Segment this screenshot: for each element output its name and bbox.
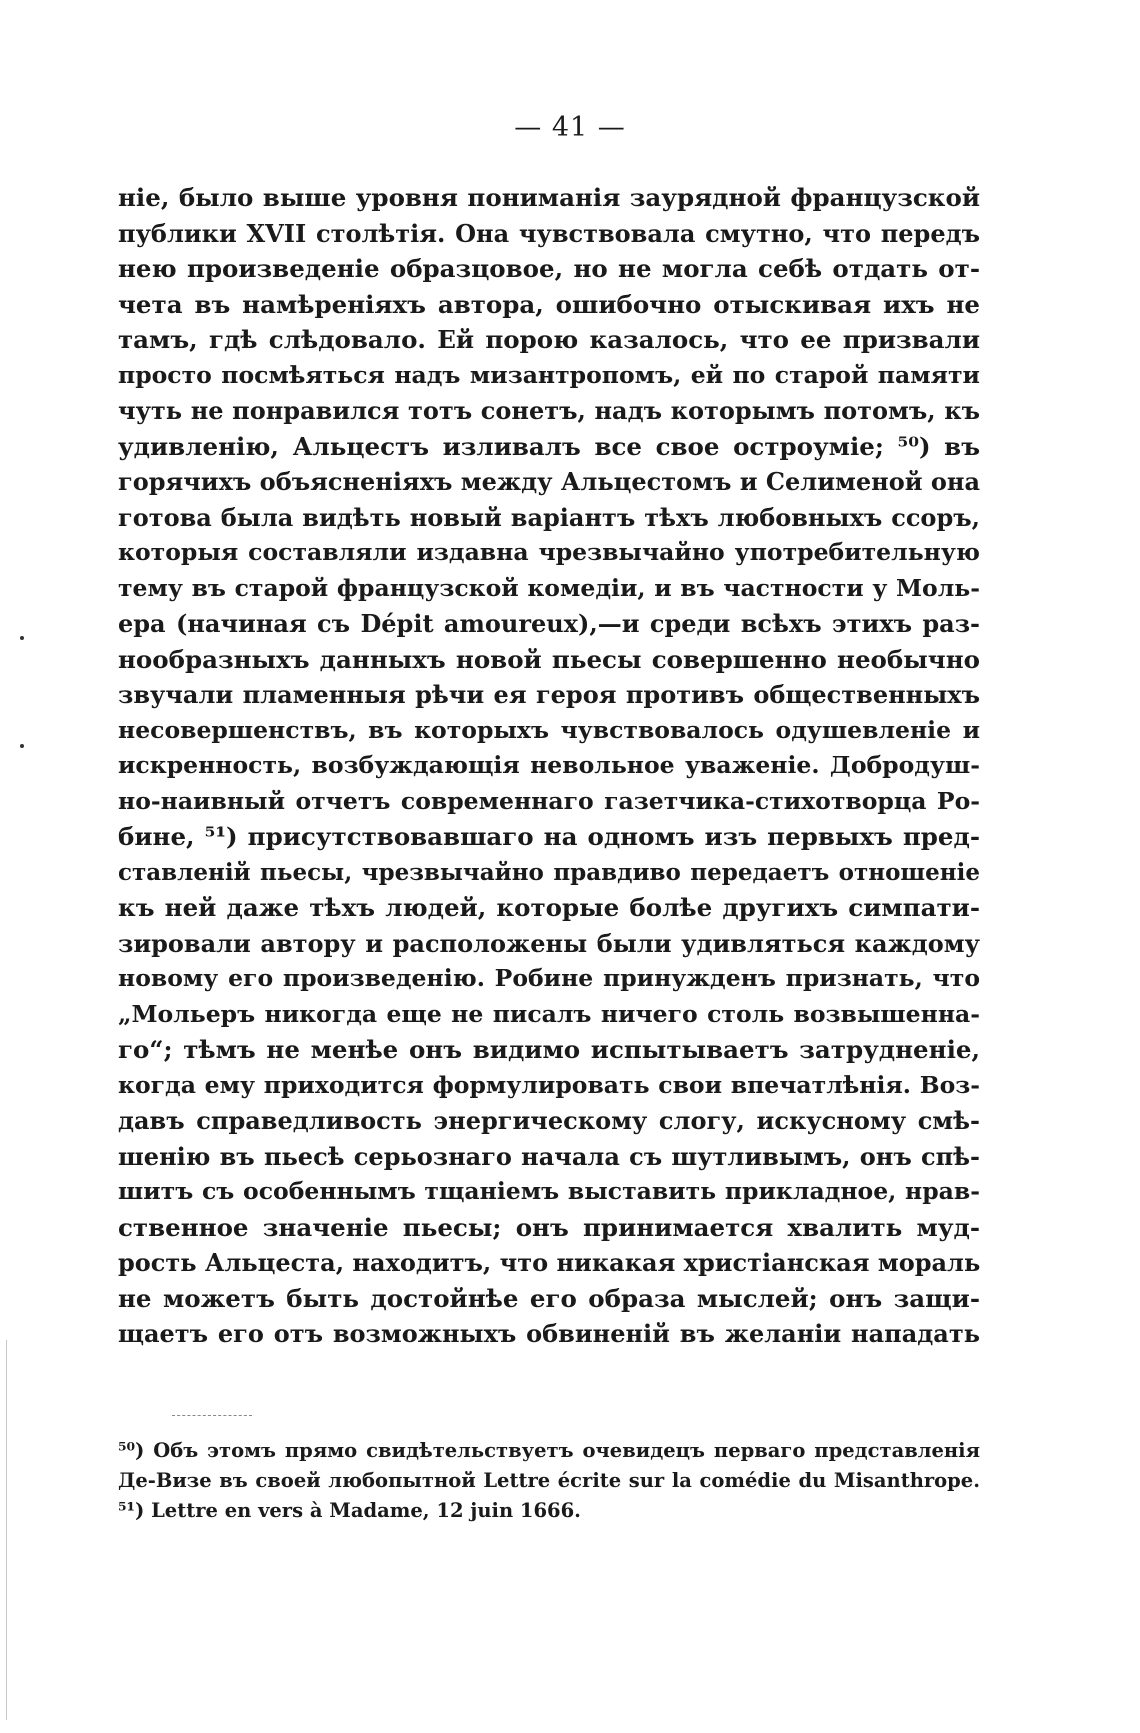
footnote-separator [172,1415,252,1416]
text-line: нею произведеніе образцовое, но не могла себѣ отдать от- [118,254,980,283]
footnote-51: ⁵¹) Lettre en vers à Madame, 12 juin 1666. [118,1499,581,1522]
text-line: публики XVII столѣтія. Она чувствовала смутно, что передъ [118,218,980,248]
text-line: рость Альцеста, находитъ, что никакая христіанская мораль [118,1248,981,1277]
text-line: ніе, было выше уровня пониманія заурядной французской [118,183,980,212]
text-line: чета въ намѣреніяхъ автора, ошибочно отыскивая ихъ не [118,289,980,319]
text-line: шитъ съ особеннымъ тщаніемъ выставить прикладное, нрав- [118,1177,980,1205]
text-line: шенію въ пьесѣ серьознаго начала съ шутливымъ, онъ спѣ- [118,1141,980,1171]
text-line: удивленію, Альцестъ изливалъ все свое остроуміе; ⁵⁰) въ [118,431,980,461]
footnotes [118,1436,980,1526]
body-text [118,180,980,1352]
text-line: ставленій пьесы, чрезвычайно правдиво передаетъ отношеніе [118,858,980,886]
footnote-50-line-1: ⁵⁰) Объ этомъ прямо свидѣтельствуетъ очевидецъ перваго представленія [118,1439,980,1462]
text-line: тамъ, гдѣ слѣдовало. Ей порою казалось, что ее призвали [118,325,980,354]
text-line: щаетъ его отъ возможныхъ обвиненій въ желаніи нападать [118,1319,980,1348]
text-line: несовершенствъ, въ которыхъ чувствовалось одушевленіе и [118,715,980,744]
text-line: ственное значеніе пьесы; онъ принимается хвалить муд- [118,1212,980,1242]
text-line: горячихъ объясненіяхъ между Альцестомъ и Селименой она [118,467,980,496]
text-line: когда ему приходится формулировать свои впечатлѣнія. Воз- [118,1070,980,1099]
text-line: бине, ⁵¹) присутствовавшаго на одномъ изъ первыхъ пред- [118,822,980,851]
text-line: го“; тѣмъ не менѣе онъ видимо испытываетъ затрудненіе, [118,1035,980,1064]
text-line: новому его произведенію. Робине принужденъ признать, что [118,964,980,992]
text-line: просто посмѣяться надъ мизантропомъ, ей по старой памяти [118,360,980,389]
footnote-50-line-2: Де-Визе въ своей любопытной Lettre écrite sur la comédie du Misanthrope. [118,1469,980,1492]
text-line: чуть не понравился тотъ сонетъ, надъ которымъ потомъ, къ [118,396,980,425]
text-line: но-наивный отчетъ современнаго газетчика-стихотворца Ро- [118,786,980,815]
text-line: готова была видѣть новый варіантъ тѣхъ любовныхъ ссоръ, [118,502,980,532]
text-line: искренность, возбуждающія невольное уваженіе. Добродуш- [118,751,980,779]
text-line: тему въ старой французской комедіи, и въ частности у Моль- [118,573,980,602]
ink-speck [20,636,24,640]
text-line: „Мольеръ никогда еще не писалъ ничего столь возвышенна- [118,999,980,1028]
page-edge-shadow [6,1340,7,1720]
page-number: — 41 — [514,112,626,143]
text-line: давъ справедливость энергическому слогу, искусному смѣ- [118,1106,980,1135]
text-line: зировали автору и расположены были удивляться каждому [118,928,980,958]
text-line: нообразныхъ данныхъ новой пьесы совершенно необычно [118,644,980,674]
text-line: ера (начиная съ Dépit amoureux),—и среди всѣхъ этихъ раз- [118,609,980,638]
text-line: къ ней даже тѣхъ людей, которые болѣе другихъ симпати- [118,893,980,922]
text-line: звучали пламенныя рѣчи ея героя противъ общественныхъ [118,680,980,709]
text-line: не можетъ быть достойнѣе его образа мыслей; онъ защи- [118,1283,980,1313]
text-line: которыя составляли издавна чрезвычайно употребительную [118,538,980,566]
ink-speck [20,744,24,748]
